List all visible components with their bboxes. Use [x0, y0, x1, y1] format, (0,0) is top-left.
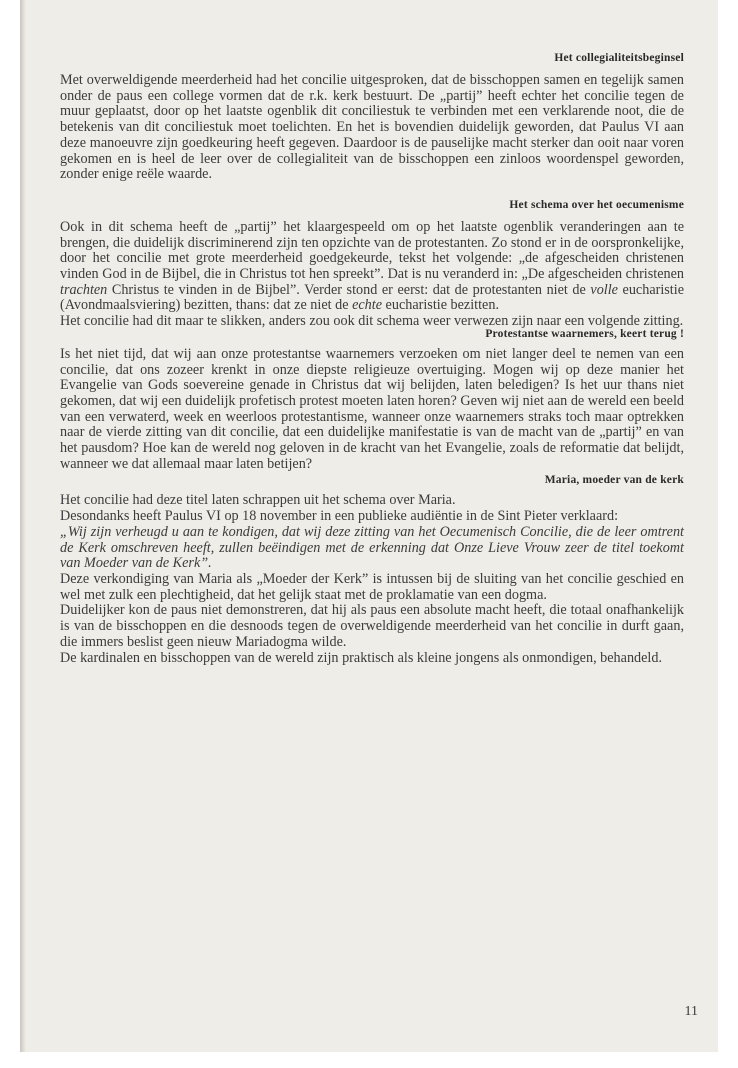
heading-collegialiteit: Het collegialiteitsbeginsel [554, 52, 684, 64]
italic-run: volle [590, 281, 618, 298]
italic-run: echte [352, 297, 382, 314]
paragraph-maria-4: Duidelijker kon de paus niet demonstreren, dat hij als paus een absolute macht heeft, die totaal onafhankelijk is van de bisschoppen en die desnoods tegen de overweldigende meerderheid van het concilie in durft gaan, die immers beslist geen nieuw Mariadogma wilde. [60, 602, 684, 650]
heading-maria: Maria, moeder van de kerk [544, 474, 684, 487]
quote-paus: „Wij zijn verheugd u aan te kondigen, dat wij deze zitting van het Oecumenisch Concilie, die de leer omtrent de Kerk omschreven heeft, zullen beëindigen met de erkenning dat Onze Lieve Vrouw zeer de titel toekomt van Moeder van de Kerk”. [60, 523, 684, 572]
paragraph-maria-5: De kardinalen en bisschoppen van de wereld zijn praktisch als kleine jongens als onmondigen, behandeld. [60, 649, 663, 666]
text-run: Ook in dit schema heeft de „partij” het klaargespeeld om op het laatste ogenblik veranderingen aan te brengen, die duidelijk discriminerend zijn ten opzichte van de protestanten. Zo stond er in de oorspronkelijke, door het concilie met grote meerderheid goedgekeurde, tekst het volgende: „de afgescheiden christenen vinden God in de Bijbel, die in Christus tot hen spreekt”. Dat is nu veranderd in: „De afgescheiden christenen [60, 218, 684, 283]
page-binding-shadow [20, 0, 26, 1052]
heading-waarnemers: Protestantse waarnemers, keert terug ! [485, 327, 684, 340]
text-run: eucharistie bezitten. [382, 297, 499, 314]
italic-run: trachten [60, 281, 108, 298]
paragraph-waarnemers: Is het niet tijd, dat wij aan onze protestantse waarnemers verzoeken om niet langer deel te nemen van een concilie, dat ons zozeer krenkt in onze diepste religieuze overtuiging. Mogen wij op deze manier het Evangelie van Gods soevereine genade in Christus dat wij belijden, laten beledigen? Is het uur thans niet gekomen, dat wij een duidelijk profetisch protest moeten laten horen? Geven wij niet aan de wereld een beeld van een verwaterd, week en weerloos protestantisme, wanneer onze waarnemers straks toch maar optrekken naar de vierde zitting van dit concilie, dat een duidelijke manifestatie is van de macht van de „partij” en van het pausdom? Hoe kan de wereld nog geloven in de kracht van het Evangelie, zoals de reformatie dat belijdt, wanneer we dat allemaal maar laten betijen? [60, 345, 684, 472]
paragraph-collegialiteit: Met overweldigende meerderheid had het concilie uitgesproken, dat de bisschoppen samen en tegelijk samen onder de paus een college vormen dat de r.k. kerk bestuurt. De „partij” heeft echter het concilie tegen de muur geplaatst, door op het laatste ogenblik dit conciliestuk te verbinden met een verklarende noot, die de betekenis van dit conciliestuk moet toelichten. En het is bovendien duidelijk geworden, dat Paulus VI aan deze manoeuvre zijn goedkeuring heeft gegeven. Daardoor is de pauselijke macht sterker dan ooit naar voren gekomen en is heel de leer over de collegialiteit van de bisschoppen een zinloos woordenspel geworden, zonder enige reële waarde. [60, 72, 684, 183]
page-number: 11 [684, 1004, 698, 1019]
paragraph-oecumenisme-1 [60, 220, 684, 314]
heading-oecumenisme: Het schema over het oecumenisme [509, 198, 684, 211]
text-run: Christus te vinden in de Bijbel”. Verder stond er eerst: dat de protestanten niet de [107, 281, 591, 298]
text-run: eucharistie (Avondmaalsviering) bezitten, thans: dat ze niet de [60, 281, 684, 314]
paragraph-maria-2: Desondanks heeft Paulus VI op 18 november in een publieke audiëntie in de Sint Pieter verklaard: [60, 508, 619, 525]
paragraph-maria-1: Het concilie had deze titel laten schrappen uit het schema over Maria. [60, 492, 456, 509]
page-content [60, 40, 684, 666]
paragraph-maria-3: Deze verkondiging van Maria als „Moeder der Kerk” is intussen bij de sluiting van het concilie geschied en wel met zulk een plechtigheid, dat het gelijk staat met de proklamatie van een dogma. [60, 570, 684, 603]
paragraph-oecumenisme-2: Het concilie had dit maar te slikken, anders zou ook dit schema weer verwezen zijn naar een volgende zitting. [60, 313, 684, 330]
